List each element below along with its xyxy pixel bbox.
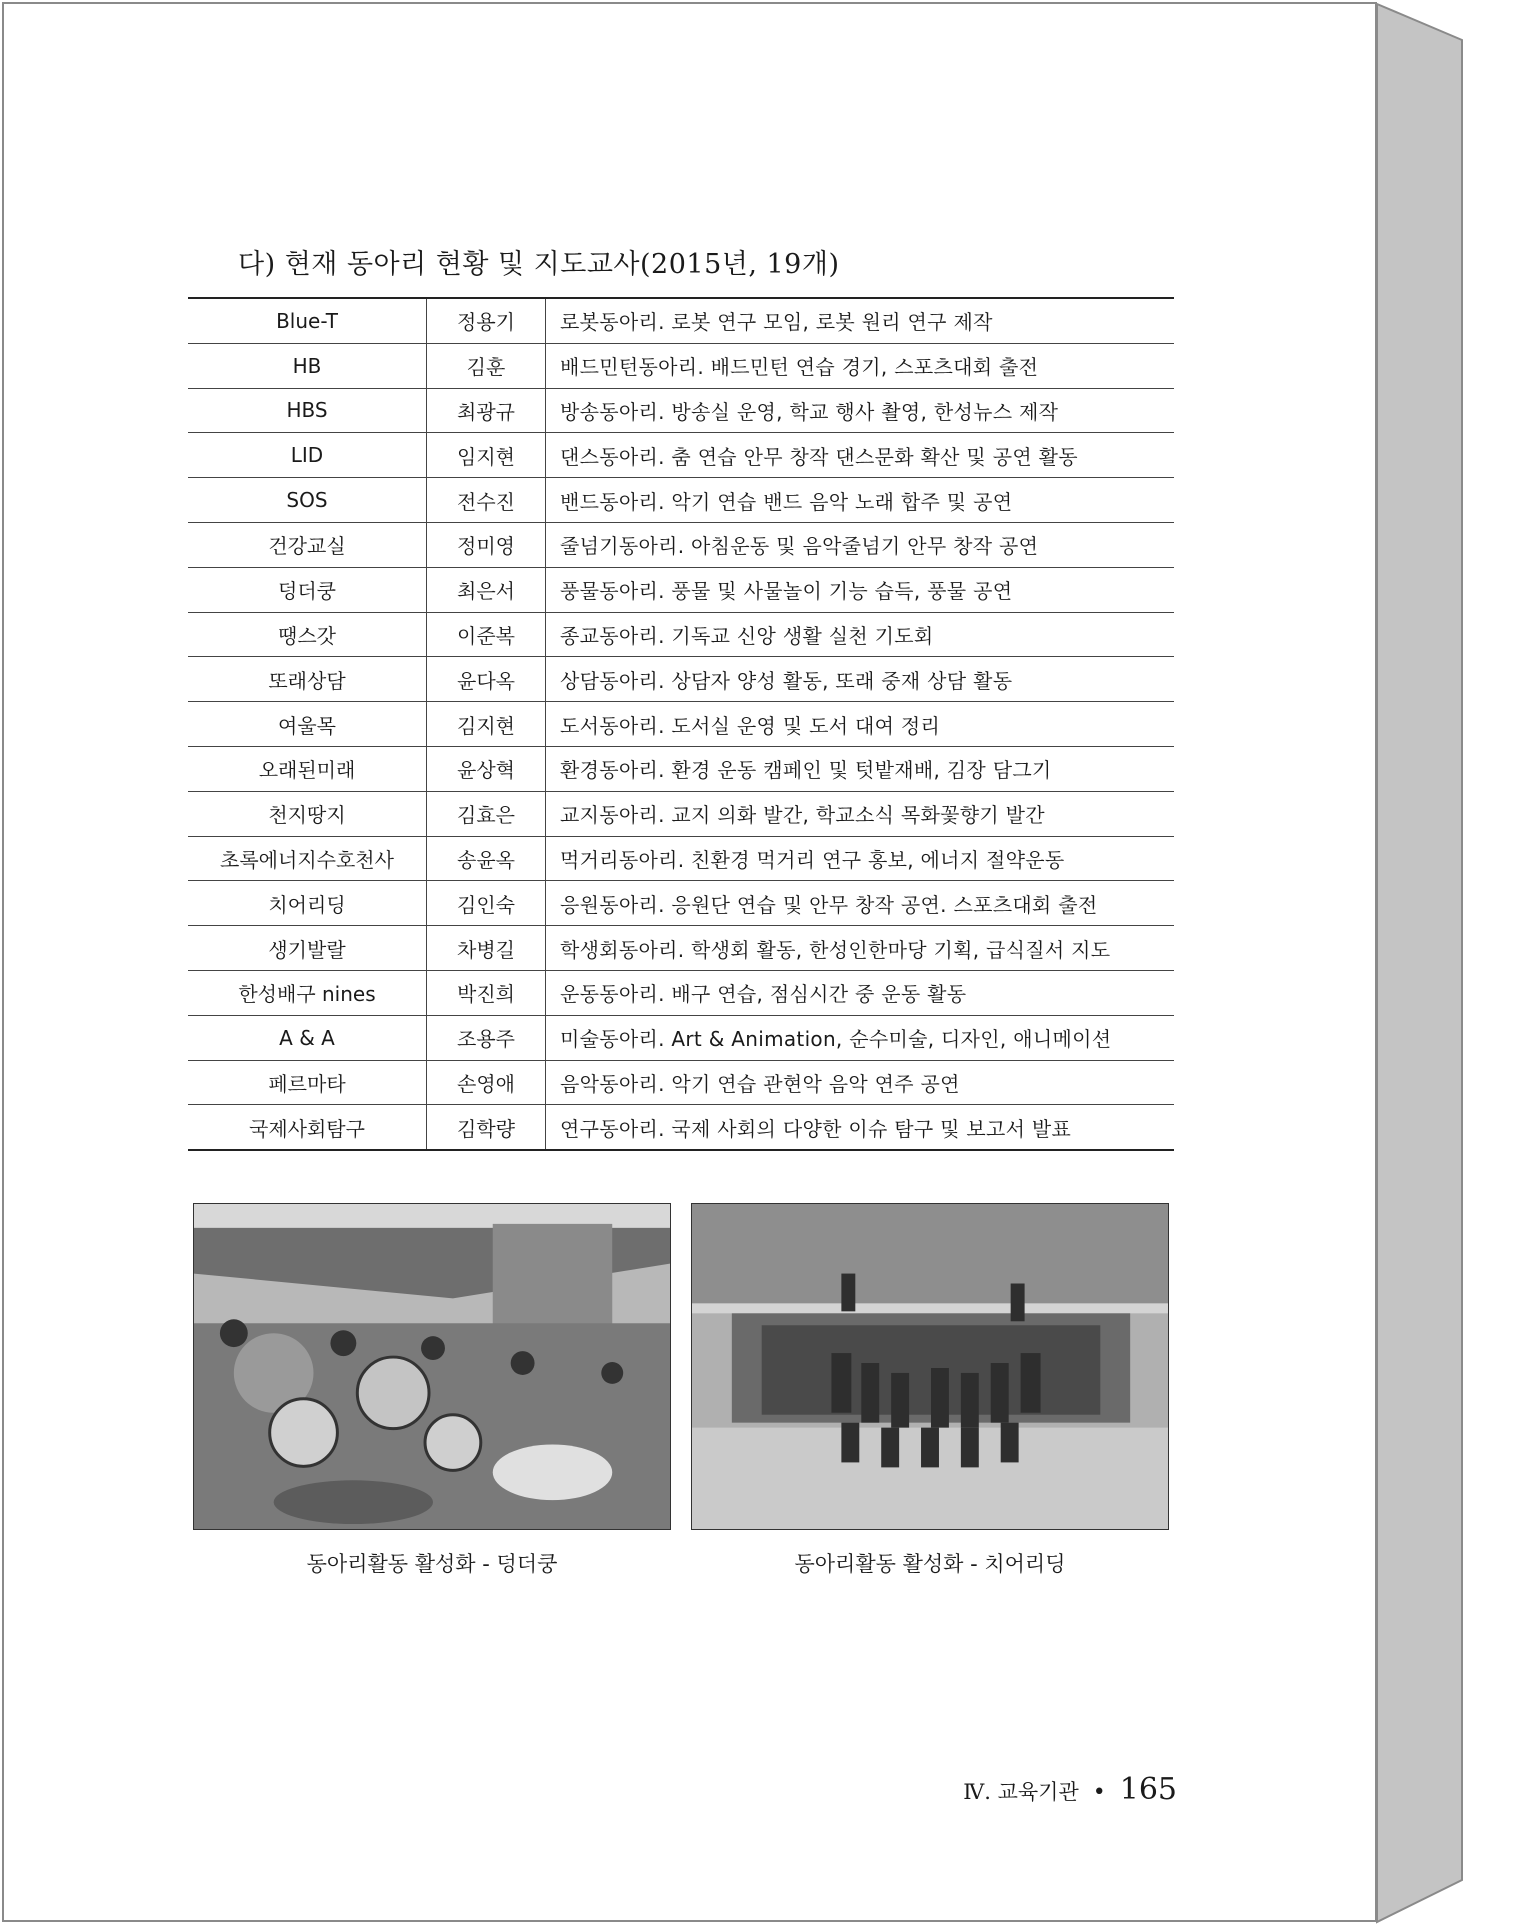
- club-name-cell: SOS: [188, 478, 427, 523]
- page-number: 165: [1119, 1772, 1177, 1807]
- table-row: [188, 1015, 1174, 1060]
- club-description-cell: 연구동아리. 국제 사회의 다양한 이슈 탐구 및 보고서 발표: [546, 1105, 1175, 1150]
- table-row: [188, 388, 1174, 433]
- club-advisor-cell: 정미영: [427, 522, 546, 567]
- club-description-cell: 상담동아리. 상담자 양성 활동, 또래 중재 상담 활동: [546, 657, 1175, 702]
- table-row: [188, 746, 1174, 791]
- club-description-cell: 음악동아리. 악기 연습 관현악 음악 연주 공연: [546, 1060, 1175, 1105]
- club-name-cell: 건강교실: [188, 522, 427, 567]
- club-name-cell: HBS: [188, 388, 427, 433]
- club-advisor-cell: 김지현: [427, 702, 546, 747]
- club-description-cell: 도서동아리. 도서실 운영 및 도서 대여 정리: [546, 702, 1175, 747]
- table-row: [188, 970, 1174, 1015]
- club-advisor-cell: 최은서: [427, 567, 546, 612]
- section-title: 다) 현재 동아리 현황 및 지도교사(2015년, 19개): [238, 249, 840, 280]
- club-advisor-cell: 김인숙: [427, 881, 546, 926]
- club-name-cell: 천지땅지: [188, 791, 427, 836]
- club-description-cell: 방송동아리. 방송실 운영, 학교 행사 촬영, 한성뉴스 제작: [546, 388, 1175, 433]
- table-row: [188, 1105, 1174, 1150]
- footer-separator: •: [1092, 1780, 1106, 1805]
- club-description-cell: 미술동아리. Art & Animation, 순수미술, 디자인, 애니메이션: [546, 1015, 1175, 1060]
- club-table: [188, 297, 1174, 1151]
- table-row: [188, 612, 1174, 657]
- club-description-cell: 로봇동아리. 로봇 연구 모임, 로봇 원리 연구 제작: [546, 298, 1175, 343]
- club-advisor-cell: 김훈: [427, 343, 546, 388]
- club-name-cell: 페르마타: [188, 1060, 427, 1105]
- club-advisor-cell: 송윤옥: [427, 836, 546, 881]
- table-row: [188, 657, 1174, 702]
- table-row: [188, 433, 1174, 478]
- club-description-cell: 줄넘기동아리. 아침운동 및 음악줄넘기 안무 창작 공연: [546, 522, 1175, 567]
- table-row: [188, 298, 1174, 343]
- club-description-cell: 풍물동아리. 풍물 및 사물놀이 기능 습득, 풍물 공연: [546, 567, 1175, 612]
- club-advisor-cell: 박진희: [427, 970, 546, 1015]
- club-advisor-cell: 손영애: [427, 1060, 546, 1105]
- club-description-cell: 밴드동아리. 악기 연습 밴드 음악 노래 합주 및 공연: [546, 478, 1175, 523]
- photo-deongdeokung: [193, 1203, 671, 1530]
- table-row: [188, 836, 1174, 881]
- club-name-cell: 여울목: [188, 702, 427, 747]
- table-row: [188, 881, 1174, 926]
- club-advisor-cell: 차병길: [427, 926, 546, 971]
- club-advisor-cell: 임지현: [427, 433, 546, 478]
- table-row: [188, 343, 1174, 388]
- club-advisor-cell: 조용주: [427, 1015, 546, 1060]
- table-row: [188, 478, 1174, 523]
- club-description-cell: 교지동아리. 교지 의화 발간, 학교소식 목화꽃향기 발간: [546, 791, 1175, 836]
- club-description-cell: 응원동아리. 응원단 연습 및 안무 창작 공연. 스포츠대회 출전: [546, 881, 1175, 926]
- club-description-cell: 환경동아리. 환경 운동 캠페인 및 텃밭재배, 김장 담그기: [546, 746, 1175, 791]
- club-advisor-cell: 윤다옥: [427, 657, 546, 702]
- table-row: [188, 702, 1174, 747]
- footer-section-label: Ⅳ. 교육기관: [963, 1780, 1079, 1804]
- club-name-cell: HB: [188, 343, 427, 388]
- club-advisor-cell: 최광규: [427, 388, 546, 433]
- club-name-cell: Blue-T: [188, 298, 427, 343]
- table-row: [188, 926, 1174, 971]
- club-description-cell: 종교동아리. 기독교 신앙 생활 실천 기도회: [546, 612, 1175, 657]
- club-name-cell: 생기발랄: [188, 926, 427, 971]
- club-description-cell: 운동동아리. 배구 연습, 점심시간 중 운동 활동: [546, 970, 1175, 1015]
- club-name-cell: 초록에너지수호천사: [188, 836, 427, 881]
- club-name-cell: LID: [188, 433, 427, 478]
- club-advisor-cell: 전수진: [427, 478, 546, 523]
- table-row: [188, 791, 1174, 836]
- club-description-cell: 댄스동아리. 춤 연습 안무 창작 댄스문화 확산 및 공연 활동: [546, 433, 1175, 478]
- club-name-cell: A & A: [188, 1015, 427, 1060]
- club-name-cell: 치어리딩: [188, 881, 427, 926]
- photo-caption-left: 동아리활동 활성화 - 덩더쿵: [306, 1552, 558, 1576]
- club-advisor-cell: 정용기: [427, 298, 546, 343]
- club-name-cell: 오래된미래: [188, 746, 427, 791]
- club-advisor-cell: 김학량: [427, 1105, 546, 1150]
- table-row: [188, 1060, 1174, 1105]
- club-advisor-cell: 윤상혁: [427, 746, 546, 791]
- club-name-cell: 또래상담: [188, 657, 427, 702]
- club-name-cell: 국제사회탐구: [188, 1105, 427, 1150]
- club-name-cell: 땡스갓: [188, 612, 427, 657]
- club-description-cell: 먹거리동아리. 친환경 먹거리 연구 홍보, 에너지 절약운동: [546, 836, 1175, 881]
- club-name-cell: 덩더쿵: [188, 567, 427, 612]
- page-footer: [963, 1772, 1177, 1807]
- table-row: [188, 567, 1174, 612]
- photo-caption-right: 동아리활동 활성화 - 치어리딩: [794, 1552, 1066, 1576]
- club-name-cell: 한성배구 nines: [188, 970, 427, 1015]
- table-row: [188, 522, 1174, 567]
- club-advisor-cell: 이준복: [427, 612, 546, 657]
- club-advisor-cell: 김효은: [427, 791, 546, 836]
- club-table-body: [188, 298, 1174, 1150]
- club-description-cell: 학생회동아리. 학생회 활동, 한성인한마당 기획, 급식질서 지도: [546, 926, 1175, 971]
- photo-cheerleading: [691, 1203, 1169, 1530]
- club-description-cell: 배드민턴동아리. 배드민턴 연습 경기, 스포츠대회 출전: [546, 343, 1175, 388]
